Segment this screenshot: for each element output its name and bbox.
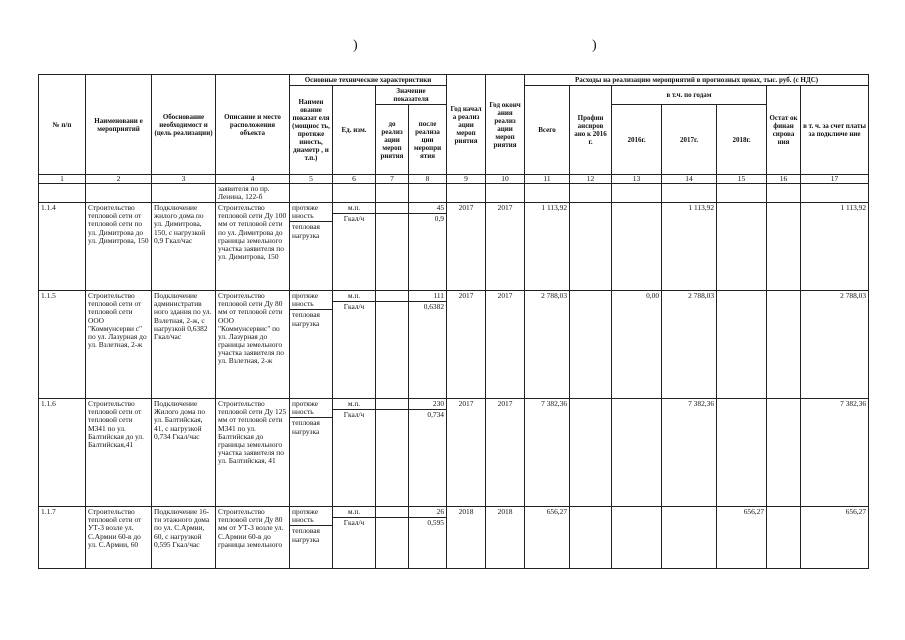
total-cost: 7 382,36 [525,399,570,507]
object-description: Строительство тепловой сети Ду 125 мм от тепловой сети М341 по ул. Балтийская до границы земельного участка заявителя по ул. Балтийская, 41 [216,399,290,507]
total-cost: 2 788,03 [525,291,570,399]
col-2017-header: 2017г. [662,105,717,175]
remaining-cost [767,399,801,507]
col-after-header: после реализа ции меропри ятия [409,105,447,175]
col-no-header: № п/п [39,75,86,175]
cost-2018: 656,27 [717,507,767,569]
column-number-row [39,175,869,184]
before-cell [376,399,409,507]
table-row [39,203,869,291]
col-year-start-header: Год начал а реализ ации мероп риятия [447,75,486,175]
col-remain-header: Остат ок финан сирова ния [767,86,801,175]
measure-name: Строительство тепловой сети от тепловой сети по ул. Димитрова до ул. Димитрова, 150 [86,203,152,291]
col-number: 14 [662,175,717,184]
measure-name: Строительство тепловой сети от УТ-3 возле ул. С.Армии 60-в до ул. С.Армии, 60 [86,507,152,569]
col-descr-header: Описание и место расположения объекта [216,75,290,175]
bracket-mark: ) [592,38,597,53]
measure-name: Строительство тепловой сети от тепловой сети М341 по ул. Балтийская до ул. Балтийская,41 [86,399,152,507]
before-cell [376,203,409,291]
col-before-header: до реализ ации мероп риятия [376,105,409,175]
unit-cell: м.п. Гкал/ч [333,203,376,291]
measure-basis: Подключение административ ного здания по ул. Взлетная, 2-ж, с нагрузкой 0,6382 Гкал/час [152,291,216,399]
object-description: Строительство тепловой сети Ду 80 мм от тепловой сети ООО "Коммунсервис" по ул. Лазурная до границы земельного участка заявителя по ул. Взлетная, 2-ж [216,291,290,399]
col-number: 2 [86,175,152,184]
fee-cost: 2 788,03 [801,291,869,399]
col-number: 9 [447,175,486,184]
col-number: 10 [486,175,525,184]
remaining-cost [767,203,801,291]
object-description: Строительство тепловой сети Ду 80 мм от УТ-3 возле ул. С.Армии 60-в до границы земельного [216,507,290,569]
year-start: 2018 [447,507,486,569]
indicator-cell: протяже нность тепловая нагрузка [290,507,333,569]
before-cell [376,507,409,569]
cost-2016 [612,399,662,507]
cost-2017: 2 788,03 [662,291,717,399]
carry-over-row [39,184,869,203]
year-start: 2017 [447,203,486,291]
row-number: 1.1.7 [39,507,86,569]
table-row [39,399,869,507]
cost-2017: 7 382,36 [662,399,717,507]
indicator-cell: протяже нность тепловая нагрузка [290,399,333,507]
costs-header: Расходы на реализацию мероприятий в прогнозных ценах, тыс. руб. (с НДС) [525,75,869,86]
col-year-end-header: Год оконч ания реализ ации мероп риятия [486,75,525,175]
financed-cost [570,291,612,399]
col-2016-header: 2016г. [612,105,662,175]
financed-cost [570,399,612,507]
cost-2018 [717,291,767,399]
col-number: 13 [612,175,662,184]
col-number: 15 [717,175,767,184]
row-number: 1.1.6 [39,399,86,507]
cost-2016: 0,00 [612,291,662,399]
financed-cost [570,203,612,291]
tech-header: Основные технические характеристики [290,75,447,86]
col-number: 5 [290,175,333,184]
measure-name: Строительство тепловой сети от тепловой сети ООО "Коммунсерви с" по ул. Лазурная до ул. Взлетная, 2-ж [86,291,152,399]
cost-2016 [612,203,662,291]
col-basis-header: Обоснование необходимост и (цель реализации) [152,75,216,175]
year-start: 2017 [447,399,486,507]
col-total-header: Всего [525,86,570,175]
col-number: 8 [409,175,447,184]
table-row [39,507,869,569]
bracket-mark: ) [353,38,358,53]
cost-2016 [612,507,662,569]
values-header: Значение показателя [376,86,447,105]
row-number: 1.1.5 [39,291,86,399]
carry-over-text: заявителя по пр. Ленина, 122-б [216,184,290,203]
measure-basis: Подключение Жилого дома по ул. Балтийская, 41, с нагрузкой 0,734 Гкал/час [152,399,216,507]
fee-cost: 1 113,92 [801,203,869,291]
by-years-header: в т.ч. по годам [612,86,767,105]
indicator-cell: протяже нность тепловая нагрузка [290,203,333,291]
col-indicator-header: Наимен ование показат еля (мощнос ть, протяже нность, диаметр , и т.п.) [290,86,333,175]
col-number: 11 [525,175,570,184]
measure-basis: Подключение жилого дома по ул. Димитрова, 150, с нагрузкой 0,9 Гкал/час [152,203,216,291]
unit-cell: м.п. Гкал/ч [333,507,376,569]
after-cell: 45 0,9 [409,203,447,291]
col-number: 12 [570,175,612,184]
remaining-cost [767,507,801,569]
col-number: 1 [39,175,86,184]
year-end: 2018 [486,507,525,569]
total-cost: 656,27 [525,507,570,569]
cost-2017: 1 113,92 [662,203,717,291]
col-number: 16 [767,175,801,184]
col-financed-header: Профин ансиров ано к 2016 г. [570,86,612,175]
remaining-cost [767,291,801,399]
total-cost: 1 113,92 [525,203,570,291]
measure-basis: Подключение 16-ти этажного дома по ул. С.Армии, 60, с нагрузкой 0,595 Гкал/час [152,507,216,569]
col-number: 6 [333,175,376,184]
year-end: 2017 [486,291,525,399]
financed-cost [570,507,612,569]
indicator-cell: протяже нность тепловая нагрузка [290,291,333,399]
after-cell: 26 0,595 [409,507,447,569]
year-end: 2017 [486,399,525,507]
fee-cost: 7 382,36 [801,399,869,507]
row-number: 1.1.4 [39,203,86,291]
col-number: 17 [801,175,869,184]
col-unit-header: Ед. изм. [333,86,376,175]
object-description: Строительство тепловой сети Ду 100 мм от тепловой сети по ул. Димитрова до границы земельного участка заявителя по ул. Димитрова, 150 [216,203,290,291]
after-cell: 111 0,6382 [409,291,447,399]
year-end: 2017 [486,203,525,291]
unit-cell: м.п. Гкал/ч [333,399,376,507]
before-cell [376,291,409,399]
year-start: 2017 [447,291,486,399]
after-cell: 230 0,734 [409,399,447,507]
col-number: 4 [216,175,290,184]
cost-2018 [717,399,767,507]
col-number: 7 [376,175,409,184]
col-2018-header: 2018г. [717,105,767,175]
col-fee-header: в т. ч. за счет платы за подключе ние [801,86,869,175]
table-row [39,291,869,399]
cost-2017 [662,507,717,569]
cost-2018 [717,203,767,291]
col-number: 3 [152,175,216,184]
unit-cell: м.п. Гкал/ч [333,291,376,399]
col-name-header: Наименовани е мероприятий [86,75,152,175]
measures-table [38,74,869,569]
fee-cost: 656,27 [801,507,869,569]
